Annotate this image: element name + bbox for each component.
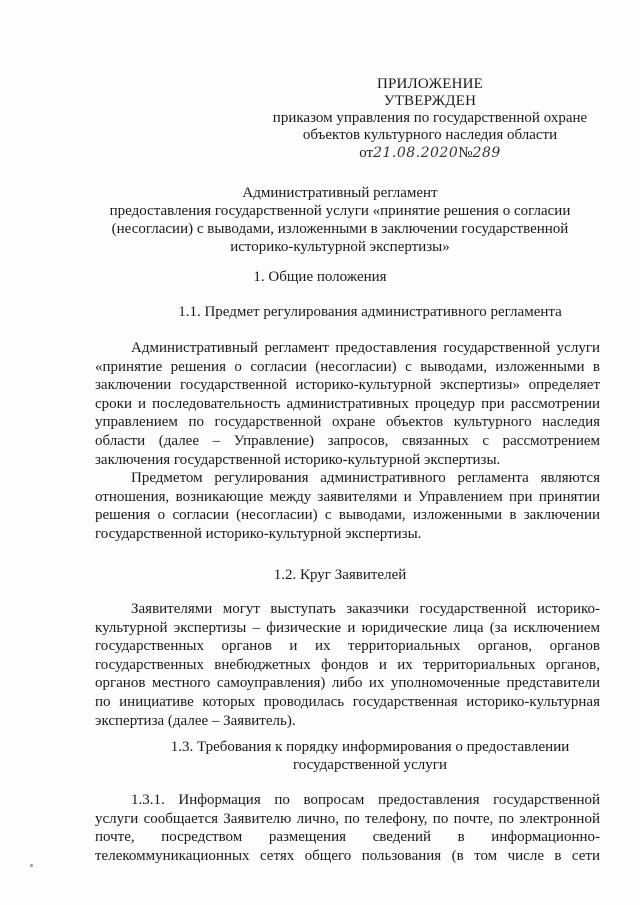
order-line: приказом управления по государственной охране	[272, 110, 588, 126]
regulation-title	[80, 184, 600, 256]
text-line: государственной историко-культурной экспертизы.	[95, 525, 422, 542]
text-line: 1.3.1. Информация по вопросам предоставления государственной	[131, 792, 600, 808]
department-line: объектов культурного наследия области	[302, 127, 558, 143]
paragraph-information	[95, 791, 600, 865]
number-prefix: №	[458, 145, 473, 161]
text-line: отношения, возникающие между заявителями и Управлением при принятии	[95, 488, 600, 505]
text-line: «принятие решения о согласии (несогласии) с выводами, изложенными в	[95, 358, 600, 375]
date-prefix: от	[359, 145, 374, 161]
text-line: Заявителями могут выступать заказчики государственной историко-	[131, 601, 600, 617]
text-line: сроки и последовательность административных процедур при рассмотрении	[95, 395, 600, 412]
subsection-heading-1-1: 1.1. Предмет регулирования административного регламента	[178, 304, 562, 320]
text-line: государственных органов и их территориальных органов, органов	[95, 638, 600, 655]
text-line: государственных внебюджетных фондов и их территориальных органов,	[95, 656, 600, 673]
text-line: услуги сообщается Заявителю лично, по телефону, по почте, по электронной	[95, 810, 600, 827]
title-line-2: предоставления государственной услуги «принятие решения о согласии	[109, 203, 571, 219]
text-line: области (далее – Управление) запросов, связанных с рассмотрением	[95, 432, 600, 449]
title-line-1: Административный регламент	[242, 185, 438, 201]
title-line-4: историко-культурной экспертизы»	[230, 239, 450, 255]
subsection-heading-1-3: 1.3. Требования к порядку информирования о предоставлении	[170, 739, 570, 755]
appendix-label: ПРИЛОЖЕНИЕ	[376, 76, 484, 92]
text-line: органов местного самоуправления) либо их уполномоченные представители	[95, 675, 600, 692]
subsection-heading-1-2: 1.2. Круг Заявителей	[273, 567, 407, 583]
handwritten-date: 21.08.2020	[373, 145, 459, 161]
text-line: Предметом регулирования административного регламента являются	[131, 470, 600, 487]
date-number-row	[260, 145, 600, 162]
text-line: почте, посредством размещения сведений в информационно-	[95, 829, 600, 846]
text-line: заключении государственной историко-культурной экспертизы» определяет	[95, 377, 600, 394]
text-line: управлением по государственной охране объектов культурного наследия	[95, 414, 600, 431]
approved-label: УТВЕРЖДЕН	[383, 93, 477, 109]
handwritten-number: 289	[472, 145, 501, 161]
text-line: по инициативе которых проводилась государственная историко-культурная	[95, 693, 600, 710]
paragraph-regulation-subject	[95, 339, 600, 544]
text-line: решения о согласии (несогласии) с выводами, изложенными в заключении	[95, 507, 600, 524]
text-line: заключения государственной историко-культурной экспертизы.	[95, 451, 501, 468]
approval-block	[260, 76, 600, 162]
scan-speck	[30, 864, 33, 867]
paragraph-applicants	[95, 600, 600, 730]
title-line-3: (несогласии) с выводами, изложенными в заключении государственной	[111, 221, 569, 237]
text-line: телекоммуникационных сетях общего пользования (в том числе в сети	[95, 847, 600, 864]
text-line: Административный регламент предоставления государственной услуги	[131, 340, 600, 356]
text-line: культурной экспертизы – физические и юридические лица (за исключением	[95, 619, 600, 636]
section-heading-general: 1. Общие положения	[253, 269, 387, 285]
subsection-heading-1-3-cont: государственной услуги	[293, 757, 447, 773]
text-line: экспертиза (далее – Заявитель).	[95, 712, 296, 729]
